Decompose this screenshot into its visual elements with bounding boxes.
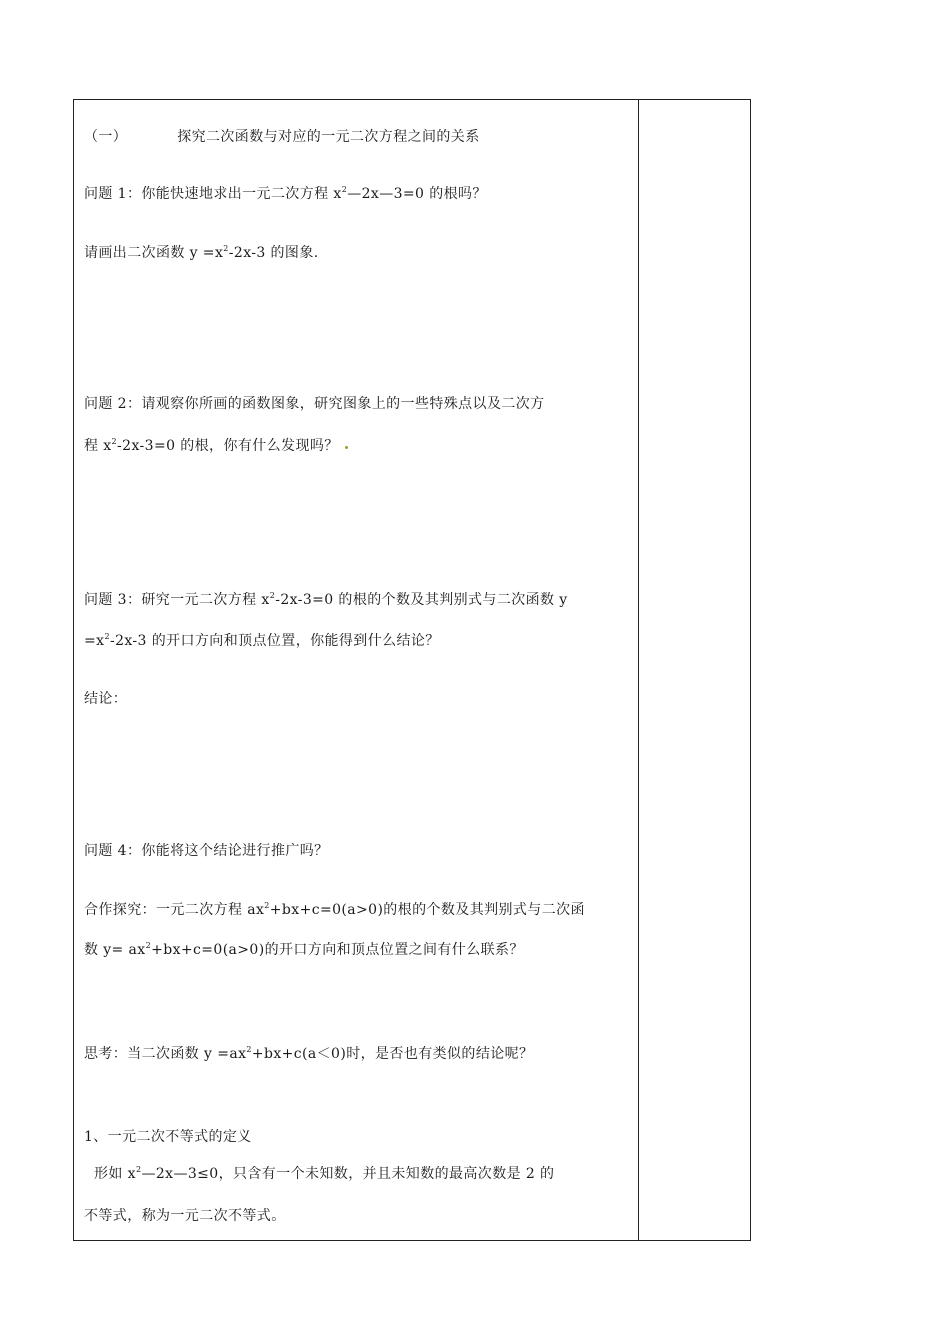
- question-3-text-d: -2x-3 的开口方向和顶点位置，你能得到什么结论？: [109, 633, 440, 649]
- cooperative-inquiry-line-2: [84, 940, 524, 960]
- heading-number: （一）: [84, 129, 128, 145]
- definition-title: [84, 1127, 252, 1147]
- superscript-2: 2: [104, 632, 110, 641]
- definition-title-text: 1、一元二次不等式的定义: [84, 1129, 252, 1145]
- question-4: [84, 841, 329, 861]
- question-3-text-a: 问题 3：研究一元二次方程 x: [84, 592, 270, 608]
- question-3-line-2: [84, 631, 440, 651]
- definition-line-1: [84, 1164, 554, 1184]
- question-4-text: 问题 4：你能将这个结论进行推广吗？: [84, 843, 329, 859]
- question-3-text-c: =x: [84, 633, 105, 649]
- draw-text-b: -2x-3 的图象.: [228, 245, 319, 261]
- superscript-2: 2: [264, 901, 270, 910]
- definition-text-a: 形如 x: [94, 1166, 136, 1182]
- question-3-line-1: [84, 590, 568, 610]
- definition-text-c: 不等式，称为一元二次不等式。: [84, 1208, 286, 1224]
- heading-title: 探究二次函数与对应的一元二次方程之间的关系: [177, 129, 480, 145]
- coop-text-d: +bx+c=0(a>0)的开口方向和顶点位置之间有什么联系？: [151, 942, 524, 958]
- annotation-mark: [345, 446, 348, 449]
- think-text-b: +bx+c(a＜0)时，是否也有类似的结论呢？: [251, 1046, 534, 1062]
- conclusion-text: 结论：: [84, 691, 128, 707]
- question-2-line-1: [84, 394, 545, 414]
- superscript-2: 2: [223, 244, 229, 253]
- superscript-2: 2: [341, 185, 348, 194]
- question-2-line-2: [84, 436, 348, 456]
- superscript-2: 2: [111, 437, 118, 446]
- superscript-2: 2: [135, 1165, 142, 1174]
- coop-text-b: +bx+c=0(a>0)的根的个数及其判别式与二次函: [269, 902, 585, 918]
- definition-line-2: [84, 1206, 286, 1226]
- lesson-table: [73, 99, 751, 1241]
- question-2-text-a: 程 x: [84, 438, 112, 454]
- conclusion-label: [84, 689, 127, 709]
- question-2-text: 问题 2：请观察你所画的函数图象，研究图象上的一些特殊点以及二次方: [84, 396, 545, 412]
- question-1-text-a: 问题 1：你能快速地求出一元二次方程 x: [84, 186, 342, 202]
- superscript-2: 2: [145, 941, 152, 950]
- cooperative-inquiry-line-1: [84, 900, 585, 920]
- draw-text-a: 请画出二次函数 y =x: [84, 245, 224, 261]
- notes-column: [639, 100, 750, 1240]
- superscript-2: 2: [246, 1045, 252, 1054]
- question-1-text-b: —2x—3=0 的根吗？: [347, 186, 487, 202]
- section-heading: [84, 127, 480, 147]
- definition-text-b: —2x—3≤0，只含有一个未知数，并且未知数的最高次数是 2 的: [141, 1166, 555, 1182]
- question-1-draw: [84, 243, 319, 263]
- superscript-2: 2: [269, 591, 276, 600]
- question-2-text-b: -2x-3=0 的根，你有什么发现吗？: [117, 438, 339, 454]
- coop-text-a: 合作探究：一元二次方程 ax: [84, 902, 265, 918]
- think-text-a: 思考：当二次函数 y =ax: [84, 1046, 247, 1062]
- coop-text-c: 数 y= ax: [84, 942, 146, 958]
- question-1: [84, 184, 487, 204]
- question-3-text-b: -2x-3=0 的根的个数及其判别式与二次函数 y: [275, 592, 568, 608]
- think-question: [84, 1044, 533, 1064]
